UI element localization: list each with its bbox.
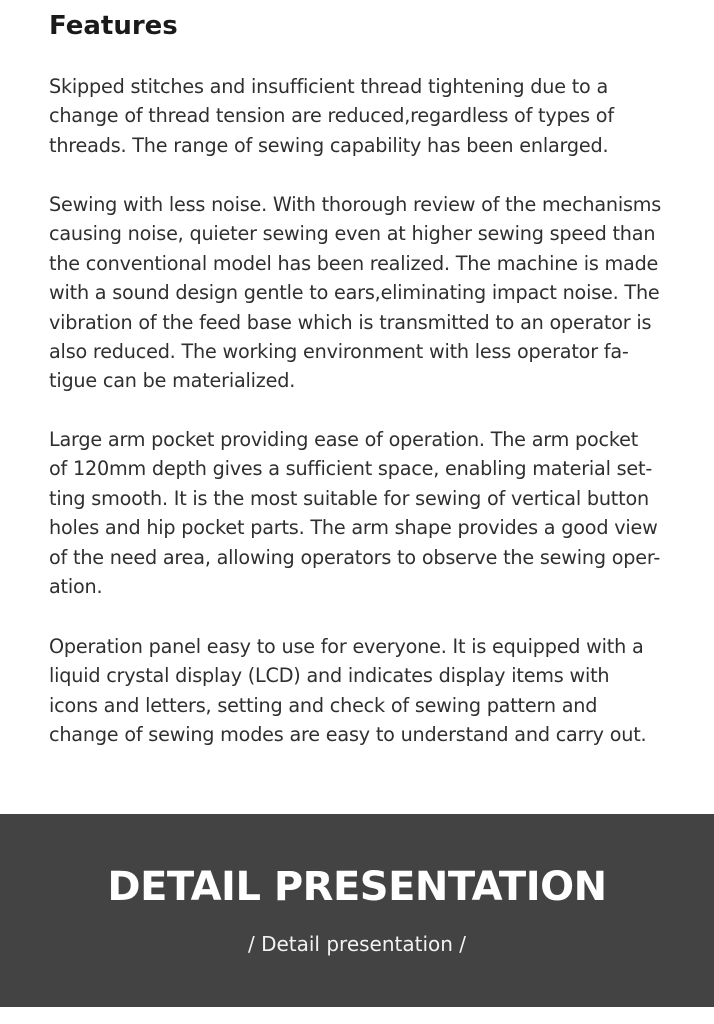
paragraph-line: ting smooth. It is the most suitable for sewing of vertical button: [49, 486, 649, 510]
paragraph-line: the conventional model has been realized. The machine is made: [49, 251, 659, 275]
paragraph-line: holes and hip pocket parts. The arm shape provides a good view: [49, 516, 658, 540]
paragraph-line: with a sound design gentle to ears,eliminating impact noise. The: [49, 281, 660, 305]
paragraph-line: change of sewing modes are easy to understand and carry out.: [49, 723, 647, 747]
detail-presentation-banner: [0, 814, 714, 1007]
paragraph-line: also reduced. The working environment with less operator fa-: [49, 340, 629, 364]
banner-subtitle: / Detail presentation /: [247, 932, 467, 956]
features-heading: Features: [49, 11, 178, 41]
paragraph-line: change of thread tension are reduced,regardless of types of: [49, 104, 614, 128]
paragraph-line: causing noise, quieter sewing even at higher sewing speed than: [49, 222, 656, 246]
paragraph-line: icons and letters, setting and check of sewing pattern and: [49, 693, 598, 717]
paragraph-line: tigue can be materialized.: [49, 369, 296, 393]
bottom-spacer: [0, 1007, 714, 1024]
paragraph-line: threads. The range of sewing capability has been enlarged.: [49, 133, 609, 157]
paragraph-line: of the need area, allowing operators to observe the sewing oper-: [49, 545, 661, 569]
paragraph-operation-panel: [49, 632, 694, 750]
paragraph-arm-pocket: [49, 425, 694, 601]
paragraph-line: liquid crystal display (LCD) and indicates display items with: [49, 664, 610, 688]
banner-title: DETAIL PRESENTATION: [107, 864, 607, 910]
paragraph-line: Sewing with less noise. With thorough review of the mechanisms: [49, 193, 662, 216]
paragraph-line: vibration of the feed base which is transmitted to an operator is: [49, 310, 652, 334]
paragraph-thread-tension: [49, 72, 694, 160]
paragraph-line: Large arm pocket providing ease of operation. The arm pocket: [49, 428, 639, 451]
paragraph-line: Operation panel easy to use for everyone. It is equipped with a: [49, 635, 644, 658]
paragraph-line: Skipped stitches and insufficient thread tightening due to a: [49, 75, 609, 98]
paragraph-less-noise: [49, 190, 694, 396]
paragraph-line: ation.: [49, 575, 103, 599]
paragraph-line: of 120mm depth gives a sufficient space, enabling material set-: [49, 457, 653, 481]
